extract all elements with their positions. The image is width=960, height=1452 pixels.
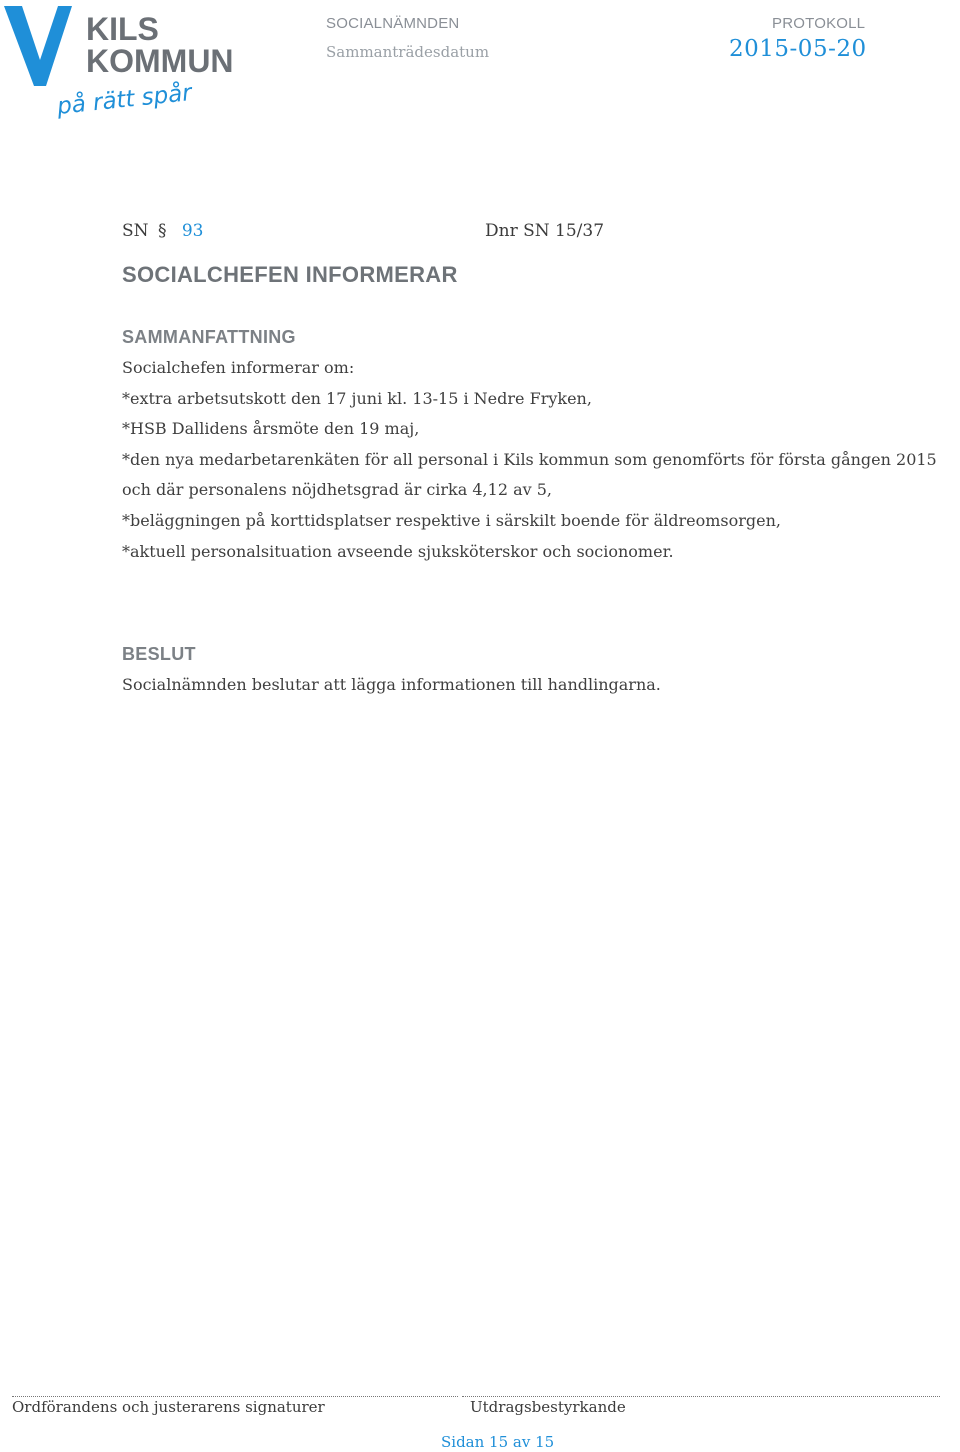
dnr-reference: Dnr SN 15/37 <box>485 221 605 241</box>
summary-line: *extra arbetsutskott den 17 juni kl. 13-15 i Nedre Fryken, <box>122 388 592 408</box>
summary-body <box>122 353 937 567</box>
doc-type-label: PROTOKOLL <box>772 15 866 32</box>
signature-line <box>12 1396 458 1397</box>
logo-v-mark <box>4 6 72 86</box>
signatures-label: Ordförandens och justerarens signaturer <box>12 1398 325 1416</box>
summary-line: *beläggningen på korttidsplatser respektive i särskilt boende för äldreomsorgen, <box>122 510 781 530</box>
page-number: Sidan 15 av 15 <box>441 1433 555 1451</box>
decision-heading: BESLUT <box>122 644 196 664</box>
logo-name-line2: KOMMUN <box>86 43 234 79</box>
decision-text: Socialnämnden beslutar att lägga informationen till handlingarna. <box>122 675 661 694</box>
meeting-date: 2015-05-20 <box>729 36 867 62</box>
summary-line: Socialchefen informerar om: <box>122 358 355 377</box>
summary-line: *aktuell personalsituation avseende sjuksköterskor och socionomer. <box>122 541 674 561</box>
date-label: Sammanträdesdatum <box>326 43 490 61</box>
section-number: 93 <box>181 221 204 241</box>
page-title: SOCIALCHEFEN INFORMERAR <box>122 262 458 287</box>
summary-heading: SAMMANFATTNING <box>122 327 296 347</box>
summary-line: *den nya medarbetarenkäten för all personal i Kils kommun som genomförts för första gången 2015 <box>122 449 937 469</box>
section-prefix: SN <box>122 221 149 241</box>
extract-label: Utdragsbestyrkande <box>470 1398 626 1416</box>
logo-name-line1: KILS <box>86 11 159 47</box>
kils-kommun-logo <box>0 0 240 135</box>
department-label: SOCIALNÄMNDEN <box>326 15 460 32</box>
section-symbol: § <box>157 221 167 241</box>
summary-line: och där personalens nöjdhetsgrad är cirka 4,12 av 5, <box>122 480 553 500</box>
logo-tagline: på rätt spår <box>55 79 193 120</box>
section-reference <box>122 221 203 241</box>
extract-line <box>462 1396 940 1397</box>
summary-line: *HSB Dallidens årsmöte den 19 maj, <box>122 419 420 439</box>
